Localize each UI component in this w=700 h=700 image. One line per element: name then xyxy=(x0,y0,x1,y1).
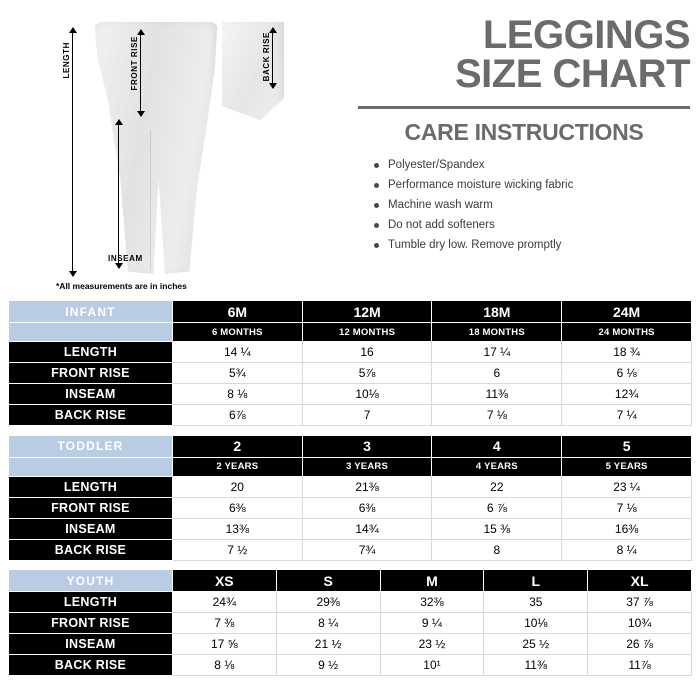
measure-value: 10¹ xyxy=(380,655,484,676)
table-row xyxy=(9,405,692,426)
bullet-icon xyxy=(374,223,379,228)
measure-value: 7 ½ xyxy=(172,539,302,560)
table-row xyxy=(9,518,692,539)
measure-value: 6⅜ xyxy=(302,497,432,518)
measure-value: 11⅜ xyxy=(432,384,562,405)
category-label: INFANT xyxy=(9,301,173,323)
size-header: 18M xyxy=(432,301,562,323)
table-row xyxy=(9,570,692,592)
sublabel-spacer xyxy=(9,323,173,342)
care-instructions-list xyxy=(358,156,690,255)
measure-label: LENGTH xyxy=(9,592,173,613)
measure-value: 23 ½ xyxy=(380,634,484,655)
measure-label: BACK RISE xyxy=(9,655,173,676)
measure-label: INSEAM xyxy=(9,518,173,539)
measure-label: LENGTH xyxy=(9,476,173,497)
table-row xyxy=(9,655,692,676)
measure-label: LENGTH xyxy=(9,342,173,363)
measure-value: 8 ⅛ xyxy=(172,655,276,676)
measure-value: 37 ⅞ xyxy=(588,592,692,613)
measure-value: 22 xyxy=(432,476,562,497)
measure-value: 12¾ xyxy=(562,384,692,405)
measure-value: 16 xyxy=(302,342,432,363)
age-sublabel: 5 YEARS xyxy=(562,457,692,476)
toddler-size-table xyxy=(8,435,692,570)
measure-value: 18 ¾ xyxy=(562,342,692,363)
list-item xyxy=(374,236,690,256)
bullet-icon xyxy=(374,203,379,208)
measure-value: 11⅞ xyxy=(588,655,692,676)
measure-value: 7 ⅛ xyxy=(432,405,562,426)
age-sublabel: 2 YEARS xyxy=(172,457,302,476)
age-sublabel: 24 MONTHS xyxy=(562,323,692,342)
bullet-icon xyxy=(374,243,379,248)
measure-label: BACK RISE xyxy=(9,405,173,426)
table-gap xyxy=(9,560,692,569)
measurement-footnote: *All measurements are in inches xyxy=(56,281,187,291)
top-section xyxy=(0,0,700,300)
measure-value: 24¾ xyxy=(172,592,276,613)
sublabel-spacer xyxy=(9,457,173,476)
measure-label: BACK RISE xyxy=(9,539,173,560)
measure-value: 14 ¼ xyxy=(172,342,302,363)
length-arrow-icon xyxy=(72,28,73,276)
measure-value: 17 ⅝ xyxy=(172,634,276,655)
size-header: XS xyxy=(172,570,276,592)
measure-value: 7¾ xyxy=(302,539,432,560)
table-row xyxy=(9,592,692,613)
measure-value: 29⅜ xyxy=(276,592,380,613)
measure-value: 8 ¼ xyxy=(276,613,380,634)
measure-value: 5⅞ xyxy=(302,363,432,384)
measure-value: 10¾ xyxy=(588,613,692,634)
measure-label: INSEAM xyxy=(9,634,173,655)
measure-value: 10⅛ xyxy=(484,613,588,634)
measure-value: 32⅜ xyxy=(380,592,484,613)
size-header: 4 xyxy=(432,435,562,457)
table-gap xyxy=(9,426,692,435)
size-header: S xyxy=(276,570,380,592)
care-item-text: Do not add softeners xyxy=(388,219,495,232)
table-row xyxy=(9,539,692,560)
category-label: YOUTH xyxy=(9,570,173,592)
age-sublabel: 3 YEARS xyxy=(302,457,432,476)
size-tables xyxy=(0,300,700,676)
measure-value: 8 ¼ xyxy=(562,539,692,560)
size-header: XL xyxy=(588,570,692,592)
measure-value: 9 ¼ xyxy=(380,613,484,634)
measure-label: FRONT RISE xyxy=(9,613,173,634)
size-header: 3 xyxy=(302,435,432,457)
measure-value: 8 ⅛ xyxy=(172,384,302,405)
list-item xyxy=(374,176,690,196)
category-label: TODDLER xyxy=(9,435,173,457)
measure-value: 7 ⅜ xyxy=(172,613,276,634)
list-item xyxy=(374,196,690,216)
back-rise-label: BACK RISE xyxy=(262,32,271,82)
measure-value: 16⅜ xyxy=(562,518,692,539)
measure-value: 14¾ xyxy=(302,518,432,539)
youth-size-table xyxy=(8,569,692,676)
page-title-line1: LEGGINGS xyxy=(482,13,690,57)
care-item-text: Polyester/Spandex xyxy=(388,159,485,172)
inseam-arrow-icon xyxy=(118,120,119,268)
table-row xyxy=(9,301,692,323)
measure-label: FRONT RISE xyxy=(9,497,173,518)
measure-value: 20 xyxy=(172,476,302,497)
inseam-label: INSEAM xyxy=(108,254,143,263)
measure-label: FRONT RISE xyxy=(9,363,173,384)
measure-value: 9 ½ xyxy=(276,655,380,676)
list-item xyxy=(374,156,690,176)
table-row xyxy=(9,363,692,384)
table-row xyxy=(9,435,692,457)
size-header: 2 xyxy=(172,435,302,457)
leggings-diagram xyxy=(0,0,350,300)
table-row xyxy=(9,497,692,518)
leggings-front-illustration xyxy=(92,22,220,274)
size-header: 12M xyxy=(302,301,432,323)
header-block xyxy=(358,13,690,256)
leggings-back-illustration xyxy=(222,22,284,120)
measure-value: 21⅜ xyxy=(302,476,432,497)
measure-value: 15 ⅜ xyxy=(432,518,562,539)
care-item-text: Tumble dry low. Remove promptly xyxy=(388,238,562,251)
care-instructions-title: CARE INSTRUCTIONS xyxy=(404,119,644,146)
measure-value: 17 ¼ xyxy=(432,342,562,363)
measure-value: 8 xyxy=(432,539,562,560)
measure-value: 11⅜ xyxy=(484,655,588,676)
measure-value: 7 ⅛ xyxy=(562,497,692,518)
measure-value: 6 ⅛ xyxy=(562,363,692,384)
care-item-text: Machine wash warm xyxy=(388,199,493,212)
measure-value: 6 xyxy=(432,363,562,384)
measure-value: 25 ½ xyxy=(484,634,588,655)
measure-value: 5¾ xyxy=(172,363,302,384)
age-sublabel: 18 MONTHS xyxy=(432,323,562,342)
measure-value: 23 ¼ xyxy=(562,476,692,497)
measure-value: 21 ½ xyxy=(276,634,380,655)
measure-value: 26 ⅞ xyxy=(588,634,692,655)
table-row xyxy=(9,323,692,342)
measure-value: 7 xyxy=(302,405,432,426)
leggings-inseam-line xyxy=(150,130,151,270)
list-item xyxy=(374,216,690,236)
size-header: M xyxy=(380,570,484,592)
size-header: 5 xyxy=(562,435,692,457)
care-item-text: Performance moisture wicking fabric xyxy=(388,179,574,192)
measure-value: 6⅜ xyxy=(172,497,302,518)
age-sublabel: 4 YEARS xyxy=(432,457,562,476)
title-divider xyxy=(358,106,690,109)
size-header: 24M xyxy=(562,301,692,323)
page-title-line2: SIZE CHART xyxy=(455,52,690,97)
measure-value: 7 ¼ xyxy=(562,405,692,426)
bullet-icon xyxy=(374,163,379,168)
measure-label: INSEAM xyxy=(9,384,173,405)
table-row xyxy=(9,457,692,476)
measure-value: 35 xyxy=(484,592,588,613)
front-rise-label: FRONT RISE xyxy=(130,36,139,91)
size-header: 6M xyxy=(172,301,302,323)
table-row xyxy=(9,476,692,497)
infant-size-table xyxy=(8,300,692,435)
bullet-icon xyxy=(374,183,379,188)
front-rise-arrow-icon xyxy=(140,30,141,116)
measure-value: 13⅜ xyxy=(172,518,302,539)
age-sublabel: 6 MONTHS xyxy=(172,323,302,342)
table-row xyxy=(9,613,692,634)
table-row xyxy=(9,384,692,405)
table-row xyxy=(9,634,692,655)
size-header: L xyxy=(484,570,588,592)
measure-value: 6 ⅞ xyxy=(432,497,562,518)
age-sublabel: 12 MONTHS xyxy=(302,323,432,342)
back-rise-arrow-icon xyxy=(272,28,273,88)
table-row xyxy=(9,342,692,363)
measure-value: 10⅛ xyxy=(302,384,432,405)
measure-value: 6⅞ xyxy=(172,405,302,426)
length-label: LENGTH xyxy=(62,42,71,79)
